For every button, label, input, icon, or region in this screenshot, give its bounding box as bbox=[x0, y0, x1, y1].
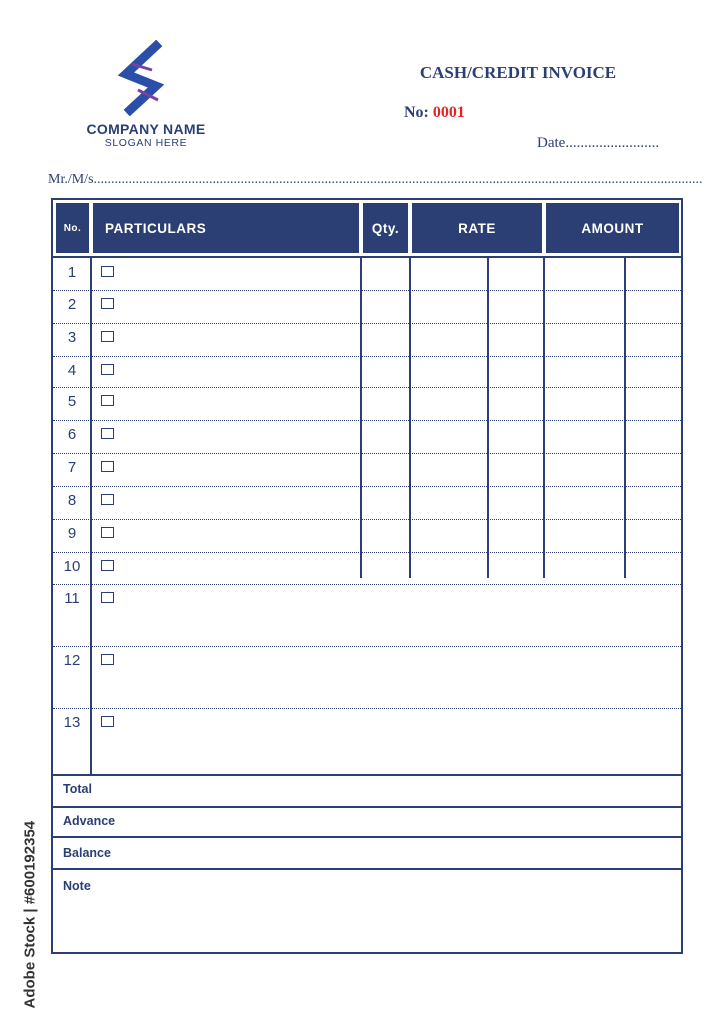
company-logo bbox=[112, 40, 178, 116]
row-number: 3 bbox=[67, 329, 77, 346]
particulars-qty-divider bbox=[360, 256, 362, 578]
row-checkbox[interactable] bbox=[101, 527, 114, 538]
row-number: 13 bbox=[63, 714, 81, 731]
row-divider bbox=[53, 708, 681, 709]
note-label: Note bbox=[63, 879, 91, 893]
row-checkbox[interactable] bbox=[101, 461, 114, 472]
row-divider bbox=[53, 552, 681, 553]
row-divider bbox=[53, 356, 681, 357]
row-divider bbox=[53, 387, 681, 388]
invoice-number-label: No: bbox=[404, 104, 429, 121]
row-divider bbox=[53, 519, 681, 520]
row-number: 12 bbox=[63, 652, 81, 669]
row-checkbox[interactable] bbox=[101, 266, 114, 277]
date-field[interactable]: Date......................... bbox=[537, 135, 660, 151]
header-no: No. bbox=[56, 203, 89, 253]
row-checkbox[interactable] bbox=[101, 428, 114, 439]
invoice-number-value: 0001 bbox=[432, 104, 465, 121]
row-checkbox[interactable] bbox=[101, 364, 114, 375]
total-rule bbox=[53, 774, 681, 776]
row-checkbox[interactable] bbox=[101, 654, 114, 665]
header-rule bbox=[53, 256, 681, 258]
qty-rate-divider bbox=[409, 256, 411, 578]
company-slogan: SLOGAN HERE bbox=[104, 137, 188, 149]
no-column-divider bbox=[90, 256, 92, 774]
stock-credit-text: Adobe Stock | #600192354 bbox=[21, 820, 39, 1009]
row-checkbox[interactable] bbox=[101, 592, 114, 603]
row-number: 4 bbox=[67, 362, 77, 379]
row-checkbox[interactable] bbox=[101, 560, 114, 571]
rate-split-divider bbox=[487, 256, 489, 578]
row-number: 8 bbox=[67, 492, 77, 509]
header-rate: RATE bbox=[412, 203, 542, 253]
row-divider bbox=[53, 486, 681, 487]
invoice-table bbox=[51, 198, 683, 954]
row-number: 10 bbox=[63, 558, 81, 575]
row-number: 6 bbox=[67, 426, 77, 443]
row-checkbox[interactable] bbox=[101, 716, 114, 727]
advance-label: Advance bbox=[63, 814, 116, 828]
balance-rule bbox=[53, 836, 681, 838]
customer-name-field[interactable]: Mr./M/s.............................................................................................................................................................................. bbox=[48, 172, 703, 187]
row-number: 5 bbox=[67, 393, 77, 410]
row-number: 9 bbox=[67, 525, 77, 542]
note-rule bbox=[53, 868, 681, 870]
row-divider bbox=[53, 420, 681, 421]
header-qty: Qty. bbox=[363, 203, 408, 253]
row-checkbox[interactable] bbox=[101, 494, 114, 505]
rate-amount-divider bbox=[543, 256, 545, 578]
header-particulars: PARTICULARS bbox=[93, 203, 359, 253]
header-amount: AMOUNT bbox=[546, 203, 679, 253]
row-checkbox[interactable] bbox=[101, 331, 114, 342]
row-checkbox[interactable] bbox=[101, 395, 114, 406]
row-divider bbox=[53, 646, 681, 647]
balance-label: Balance bbox=[63, 846, 111, 860]
row-divider bbox=[53, 584, 681, 585]
advance-rule bbox=[53, 806, 681, 808]
row-divider bbox=[53, 453, 681, 454]
row-divider bbox=[53, 323, 681, 324]
row-number: 7 bbox=[67, 459, 77, 476]
invoice-number bbox=[404, 104, 465, 122]
row-number: 1 bbox=[67, 264, 77, 281]
row-number: 2 bbox=[67, 296, 77, 313]
total-label: Total bbox=[63, 782, 92, 796]
row-checkbox[interactable] bbox=[101, 298, 114, 309]
amount-split-divider bbox=[624, 256, 626, 578]
invoice-title: CASH/CREDIT INVOICE bbox=[419, 63, 617, 82]
company-name: COMPANY NAME bbox=[86, 121, 206, 137]
row-divider bbox=[53, 290, 681, 291]
row-number: 11 bbox=[64, 590, 80, 607]
